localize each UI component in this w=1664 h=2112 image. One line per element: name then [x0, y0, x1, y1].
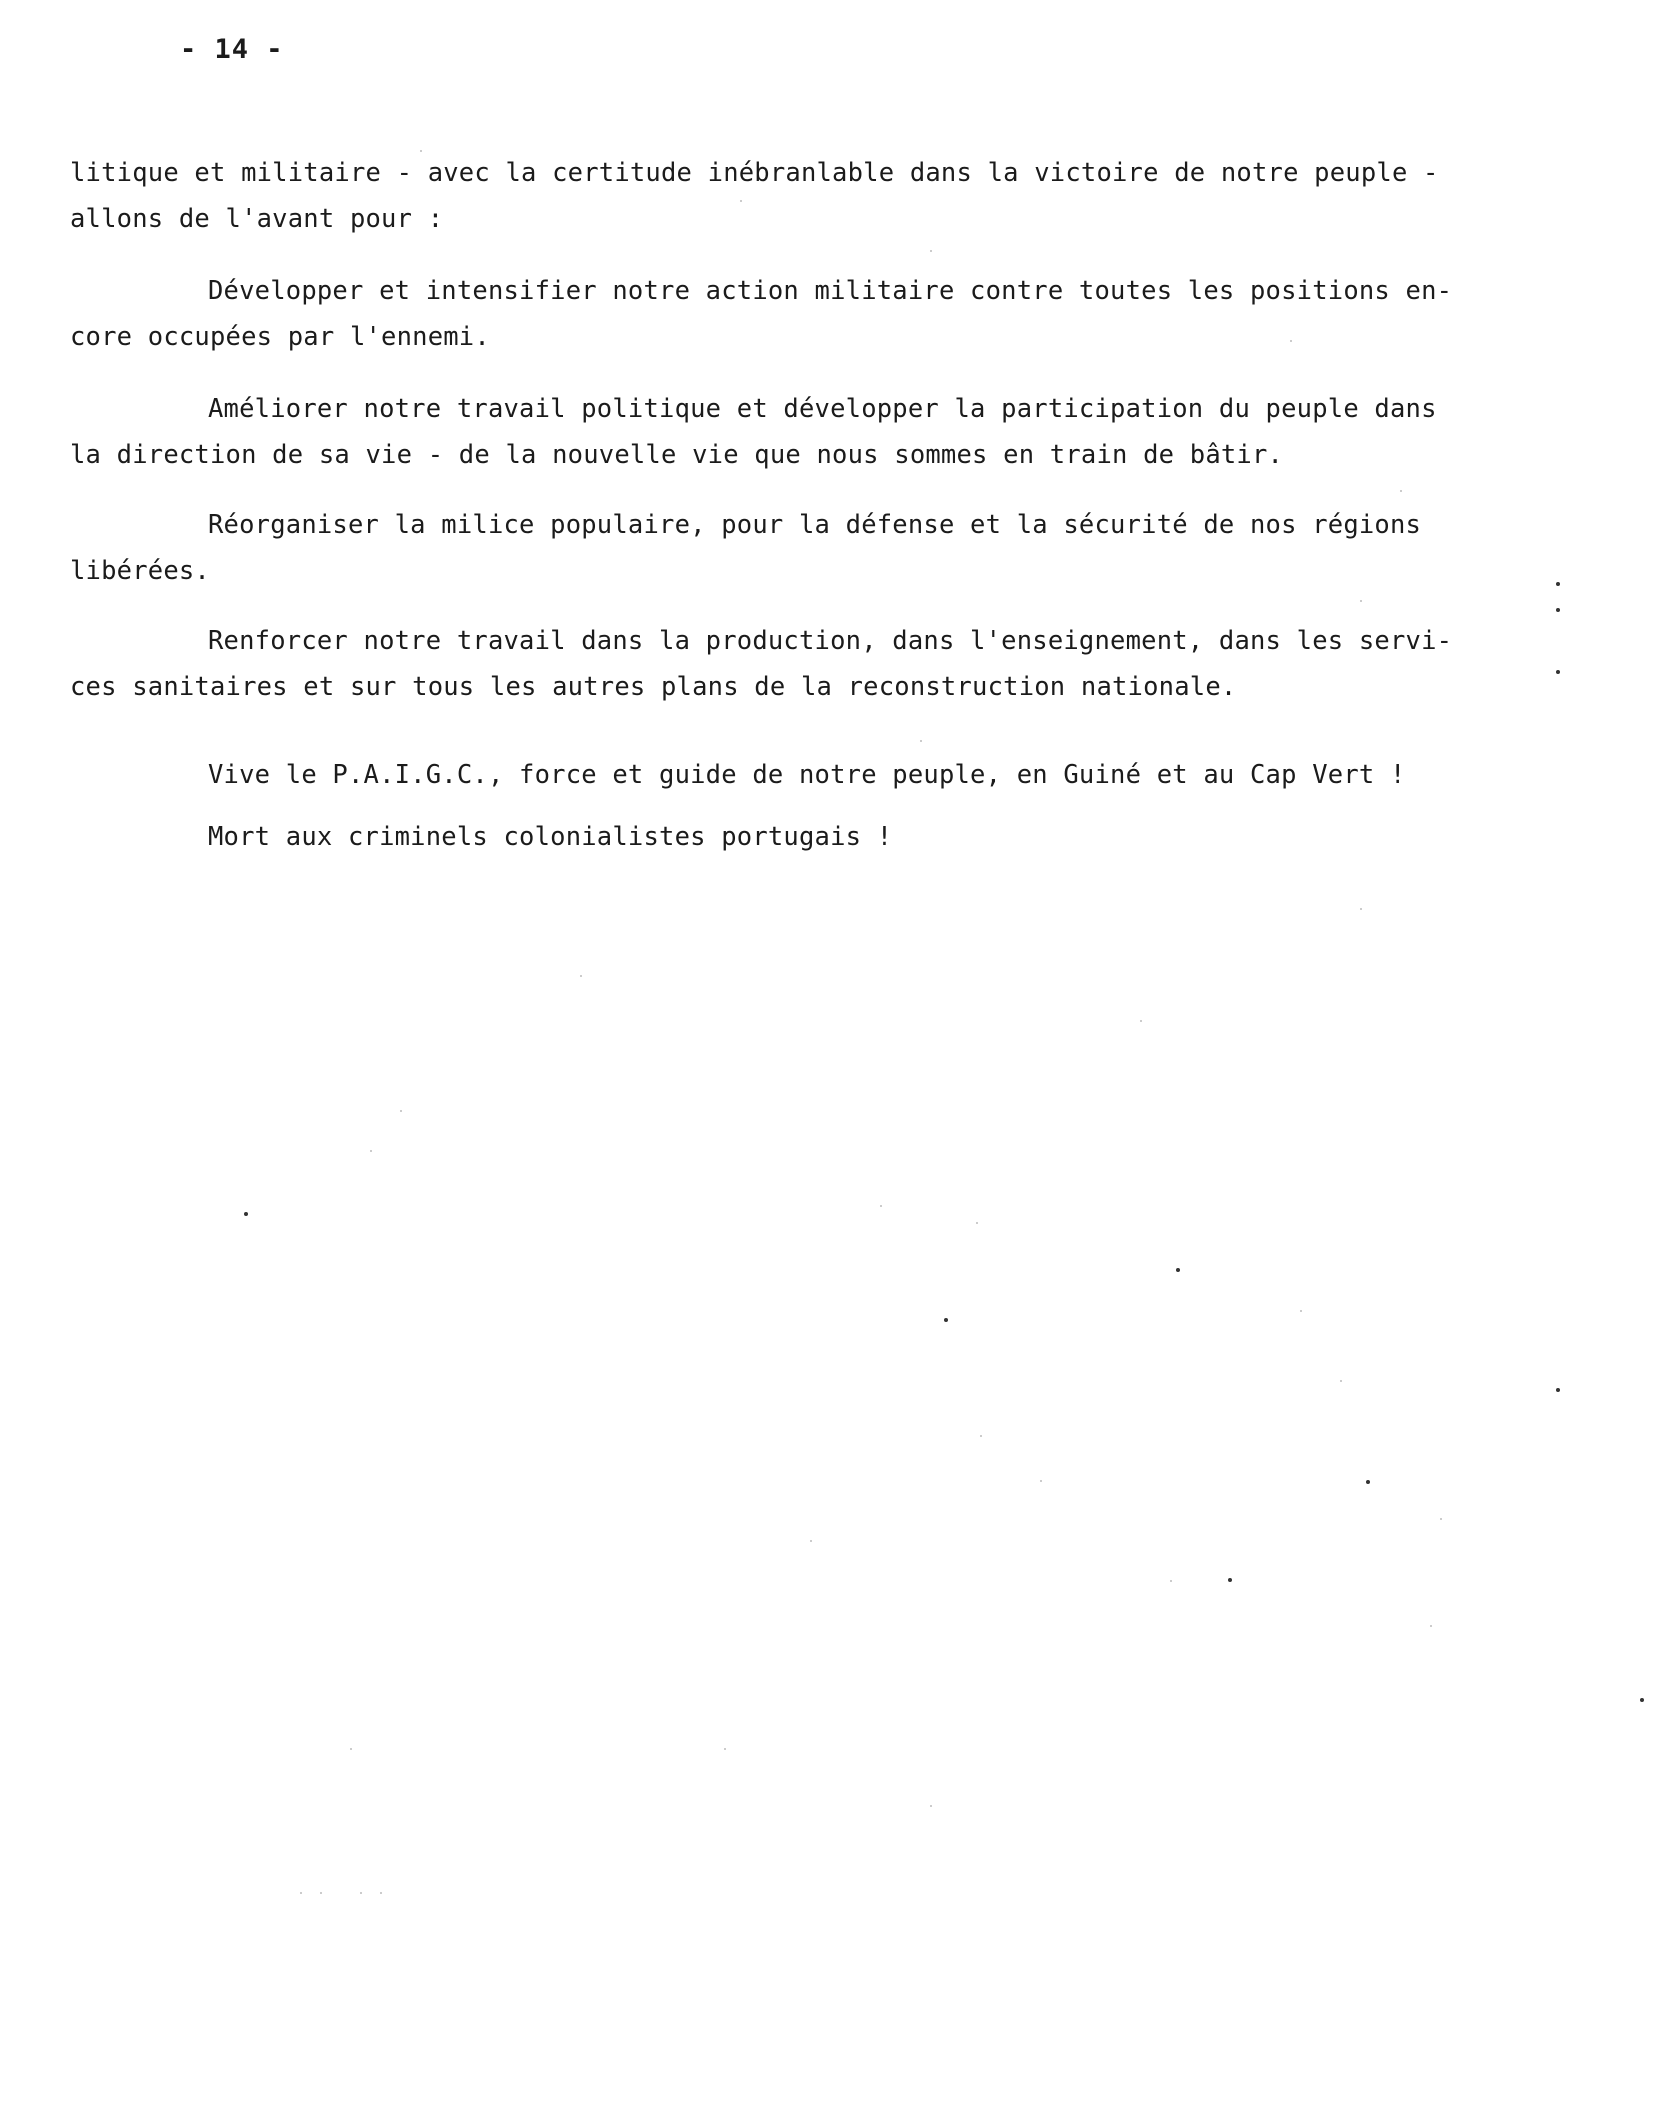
scan-artifact [1640, 1698, 1644, 1702]
text-line: allons de l'avant pour : [70, 204, 444, 234]
scan-artifact [944, 1318, 948, 1322]
scan-noise [380, 1892, 382, 1894]
scan-artifact [1176, 1268, 1180, 1272]
scan-noise [976, 1222, 978, 1224]
scan-noise [1440, 1518, 1442, 1520]
scan-artifact [1366, 1480, 1370, 1484]
scan-artifact [1556, 670, 1560, 674]
scan-noise [1040, 1480, 1042, 1482]
scan-noise [1360, 908, 1362, 910]
paragraph-militia [70, 502, 1460, 594]
scan-noise [980, 1435, 982, 1437]
text-line: libérées. [70, 556, 210, 586]
scan-noise [360, 1892, 362, 1894]
text-line: la direction de sa vie - de la nouvelle vie que nous sommes en train de bâtir. [70, 440, 1284, 470]
text-line: litique et militaire - avec la certitude inébranlable dans la victoire de notre peuple - [70, 158, 1439, 188]
text-line: Mort aux criminels colonialistes portugais ! [208, 822, 893, 852]
text-line: Développer et intensifier notre action militaire contre toutes les positions en- [208, 276, 1453, 306]
scan-noise [930, 250, 932, 252]
scan-noise [880, 1205, 882, 1207]
paragraph-political-work [70, 386, 1460, 478]
scan-noise [1290, 340, 1292, 342]
scan-artifact [1556, 582, 1560, 586]
scan-noise [930, 1805, 932, 1807]
scan-noise [1360, 600, 1362, 602]
scan-noise [920, 740, 922, 742]
scan-noise [724, 1748, 726, 1750]
scan-artifact [1228, 1578, 1232, 1582]
text-line: Renforcer notre travail dans la production, dans l'enseignement, dans les servi- [208, 626, 1453, 656]
paragraph-military-action [70, 268, 1460, 360]
scan-noise [400, 1110, 402, 1112]
scan-noise [1430, 1625, 1432, 1627]
page-number: - 14 - [180, 34, 284, 65]
scan-noise [1340, 1380, 1342, 1382]
text-line: Vive le P.A.I.G.C., force et guide de notre peuple, en Guiné et au Cap Vert ! [208, 760, 1406, 790]
scan-noise [1400, 490, 1402, 492]
scan-noise [370, 1150, 372, 1152]
paragraph-reconstruction [70, 618, 1460, 710]
paragraph-slogan-death [70, 814, 1460, 860]
text-line: core occupées par l'ennemi. [70, 322, 490, 352]
scan-noise [300, 1892, 302, 1894]
scan-noise [810, 1540, 812, 1542]
scan-noise [740, 200, 742, 202]
text-line: Réorganiser la milice populaire, pour la défense et la sécurité de nos régions [208, 510, 1422, 540]
text-line: Améliorer notre travail politique et développer la participation du peuple dans [208, 394, 1437, 424]
scan-noise [350, 1748, 352, 1750]
text-line: ces sanitaires et sur tous les autres plans de la reconstruction nationale. [70, 672, 1237, 702]
scan-noise [1300, 1310, 1302, 1312]
scan-noise [320, 1892, 322, 1894]
scan-noise [420, 150, 422, 152]
scan-noise [1140, 1020, 1142, 1022]
scan-artifact [1556, 608, 1560, 612]
paragraph-intro [70, 150, 1460, 242]
scan-noise [580, 975, 582, 977]
scan-noise [1170, 1580, 1172, 1582]
paragraph-slogan-paigc [70, 752, 1460, 798]
scan-artifact [244, 1212, 248, 1216]
scan-artifact [1556, 1388, 1560, 1392]
